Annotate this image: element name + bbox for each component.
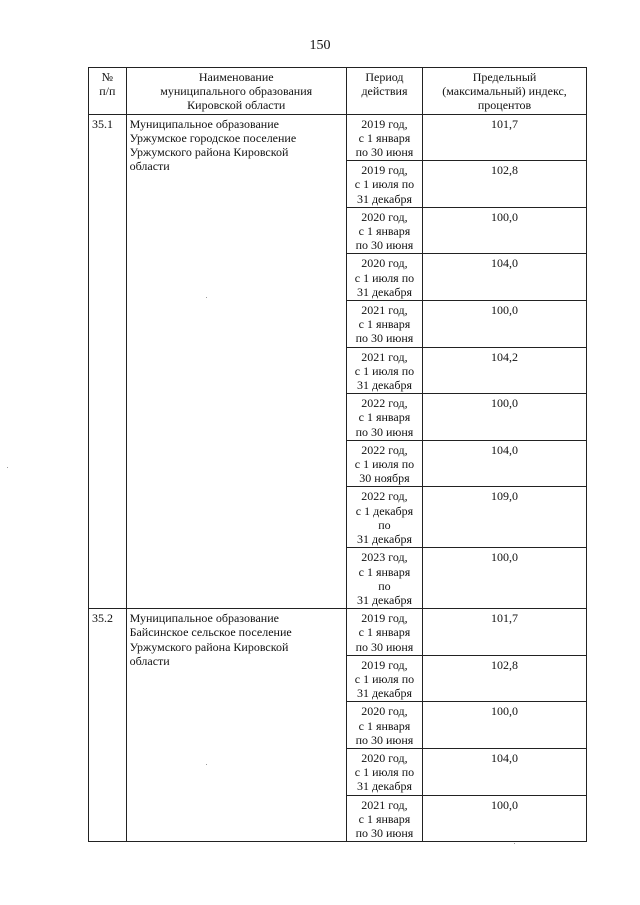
period-cell: 2021 год, с 1 июля по 31 декабря: [346, 347, 422, 394]
header-index-line: процентов: [477, 98, 532, 113]
header-num-line: п/п: [99, 84, 116, 99]
scan-speck: [7, 467, 8, 468]
index-value-cell: 104,0: [423, 254, 587, 301]
municipality-name-line: Муниципальное образование: [129, 611, 279, 626]
header-name: [126, 68, 346, 115]
index-value-cell: 100,0: [423, 702, 587, 749]
table-row: [89, 609, 587, 656]
table-body: [89, 114, 587, 842]
table-header-row: [89, 68, 587, 115]
period-cell: 2019 год, с 1 января по 30 июня: [346, 609, 422, 656]
index-value-cell: 100,0: [423, 548, 587, 609]
period-cell: 2019 год, с 1 июля по 31 декабря: [346, 655, 422, 702]
header-period-line: действия: [361, 84, 408, 99]
period-cell: 2019 год, с 1 января по 30 июня: [346, 114, 422, 161]
scan-speck: [206, 297, 207, 298]
header-period-line: Период: [365, 70, 404, 84]
header-period: [346, 68, 422, 115]
municipality-name-cell: [126, 114, 346, 609]
period-cell: 2019 год, с 1 июля по 31 декабря: [346, 161, 422, 208]
period-cell: 2022 год, с 1 января по 30 июня: [346, 394, 422, 441]
index-value-cell: 101,7: [423, 114, 587, 161]
municipality-name-line: Уржумского района Кировской: [129, 639, 289, 654]
period-cell: 2021 год, с 1 января по 30 июня: [346, 301, 422, 348]
header-num: [89, 68, 127, 115]
scan-speck: [206, 764, 207, 765]
municipality-name-line: Уржумского района Кировской: [129, 145, 289, 160]
page-number: 150: [309, 38, 331, 53]
municipality-name-line: области: [129, 159, 170, 174]
scan-speck: [514, 843, 515, 844]
header-index: [423, 68, 587, 115]
table-row: [89, 114, 587, 161]
index-value-cell: 101,7: [423, 609, 587, 656]
index-value-cell: 109,0: [423, 487, 587, 548]
municipality-name-cell: [126, 609, 346, 842]
period-cell: 2022 год, с 1 июля по 30 ноября: [346, 440, 422, 487]
index-value-cell: 102,8: [423, 161, 587, 208]
index-value-cell: 104,0: [423, 440, 587, 487]
header-index-line: (максимальный) индекс,: [442, 84, 567, 99]
price-index-table: [88, 67, 587, 842]
index-value-cell: 100,0: [423, 394, 587, 441]
index-value-cell: 104,2: [423, 347, 587, 394]
index-value-cell: 100,0: [423, 207, 587, 254]
row-number-cell: 35.2: [89, 609, 127, 842]
period-cell: 2023 год, с 1 января по 31 декабря: [346, 548, 422, 609]
period-cell: 2021 год, с 1 января по 30 июня: [346, 795, 422, 842]
header-index-line: Предельный: [472, 70, 537, 84]
municipality-name-line: Муниципальное образование: [129, 116, 279, 131]
municipality-name-line: Байсинское сельское поселение: [129, 625, 292, 640]
municipality-name-line: Уржумское городское поселение: [129, 130, 297, 145]
header-name-line: Кировской области: [187, 98, 286, 113]
header-name-line: Наименование: [198, 70, 274, 84]
municipality-name-line: области: [129, 653, 170, 668]
header-num-line: №: [101, 70, 114, 84]
period-cell: 2020 год, с 1 января по 30 июня: [346, 207, 422, 254]
index-value-cell: 104,0: [423, 748, 587, 795]
index-value-cell: 100,0: [423, 301, 587, 348]
header-name-line: муниципального образования: [160, 84, 313, 99]
period-cell: 2020 год, с 1 июля по 31 декабря: [346, 748, 422, 795]
period-cell: 2020 год, с 1 января по 30 июня: [346, 702, 422, 749]
index-value-cell: 102,8: [423, 655, 587, 702]
row-number-cell: 35.1: [89, 114, 127, 609]
index-value-cell: 100,0: [423, 795, 587, 842]
period-cell: 2020 год, с 1 июля по 31 декабря: [346, 254, 422, 301]
period-cell: 2022 год, с 1 декабря по 31 декабря: [346, 487, 422, 548]
